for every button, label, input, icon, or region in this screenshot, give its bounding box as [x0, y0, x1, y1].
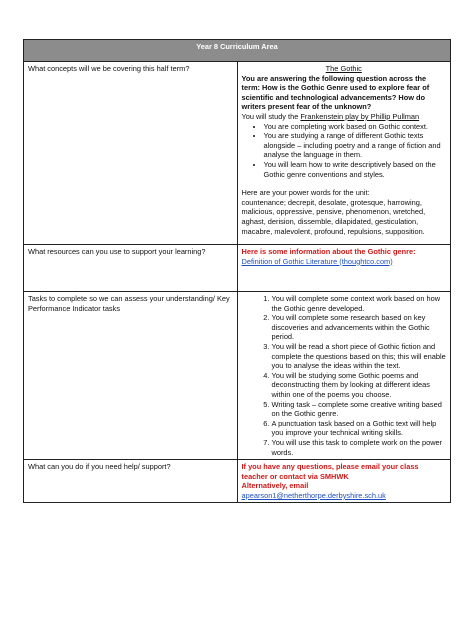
- table-row: [24, 62, 451, 245]
- table-row: [24, 460, 451, 503]
- table-row: [24, 292, 451, 460]
- list-item: 3. You will be read a short piece of Gothic fiction and complete the questions based on this; this will enable you to analyse the ideas within the text.: [272, 342, 447, 371]
- table-row: [24, 245, 451, 292]
- study-text-link[interactable]: Frankenstein play by Phillip Pullman: [300, 111, 420, 121]
- resources-label: What resources can you use to support your learning?: [24, 245, 238, 292]
- list-item: 5. Writing task – complete some creative writing based on the Gothic genre.: [272, 400, 447, 419]
- help-content: [237, 460, 451, 503]
- alt-line: [242, 481, 447, 500]
- table-title: Year 8 Curriculum Area: [24, 40, 451, 62]
- list-item: 1. You will complete some context work based on how the Gothic genre developed.: [272, 294, 447, 313]
- tasks-list: [242, 294, 447, 457]
- list-item: 4. You will be studying some Gothic poems and deconstructing them by looking at different ideas within one of the poems you choose.: [272, 371, 447, 400]
- gothic-definition-link[interactable]: Definition of Gothic Literature (thoughtco.com): [241, 256, 393, 266]
- concepts-list: [242, 122, 447, 180]
- resources-content: [237, 245, 451, 292]
- concepts-content: [237, 62, 451, 245]
- power-words: countenance; decrepit, desolate, grotesque, harrowing, malicious, oppressive, pensive, phenomenon, wretched, aghast, derision, dissemble, dilapidated, gesticulation, macabre, malevolent, profound, repulsions, supposition.: [241, 197, 426, 236]
- term-question: You are answering the following question across the term: How is the Gothic Genre used to explore fear of scientific and technological advancements? How do writers present fear of the unknown?: [241, 73, 430, 112]
- email-link[interactable]: apearson1@netherthorpe.derbyshire.sch.uk: [241, 490, 386, 500]
- list-item: • You are completing work based on Gothic context.: [264, 122, 447, 132]
- list-item: 7. You will use this task to complete work on the power words.: [272, 438, 447, 457]
- list-item: • You are studying a range of different Gothic texts alongside – including poetry and a range of fiction and analyse the language in them.: [264, 131, 447, 160]
- concepts-label: What concepts will we be covering this half term?: [24, 62, 238, 245]
- study-line: [242, 112, 447, 122]
- resources-info: Here is some information about the Gothic genre:: [241, 247, 416, 256]
- help-line: If you have any questions, please email your class teacher or contact via SMHWK: [241, 462, 419, 481]
- list-item: 6. A punctuation task based on a Gothic text will help you improve your technical writing skills.: [272, 419, 447, 438]
- topic-title: The Gothic: [325, 64, 362, 73]
- help-label: What can you do if you need help/ support?: [24, 460, 238, 503]
- tasks-label: Tasks to complete so we can assess your understanding/ Key Performance Indicator tasks: [24, 292, 238, 460]
- list-item: • You will learn how to write descriptively based on the Gothic genre conventions and styles.: [264, 160, 447, 179]
- curriculum-table: [23, 39, 451, 503]
- tasks-content: [237, 292, 451, 460]
- list-item: 2. You will complete some research based on key discoveries and advancements within the Gothic period.: [272, 313, 447, 342]
- study-prefix: You will study the: [241, 111, 301, 121]
- alt-prefix: Alternatively, email: [241, 481, 309, 491]
- power-words-intro: Here are your power words for the unit:: [241, 188, 370, 198]
